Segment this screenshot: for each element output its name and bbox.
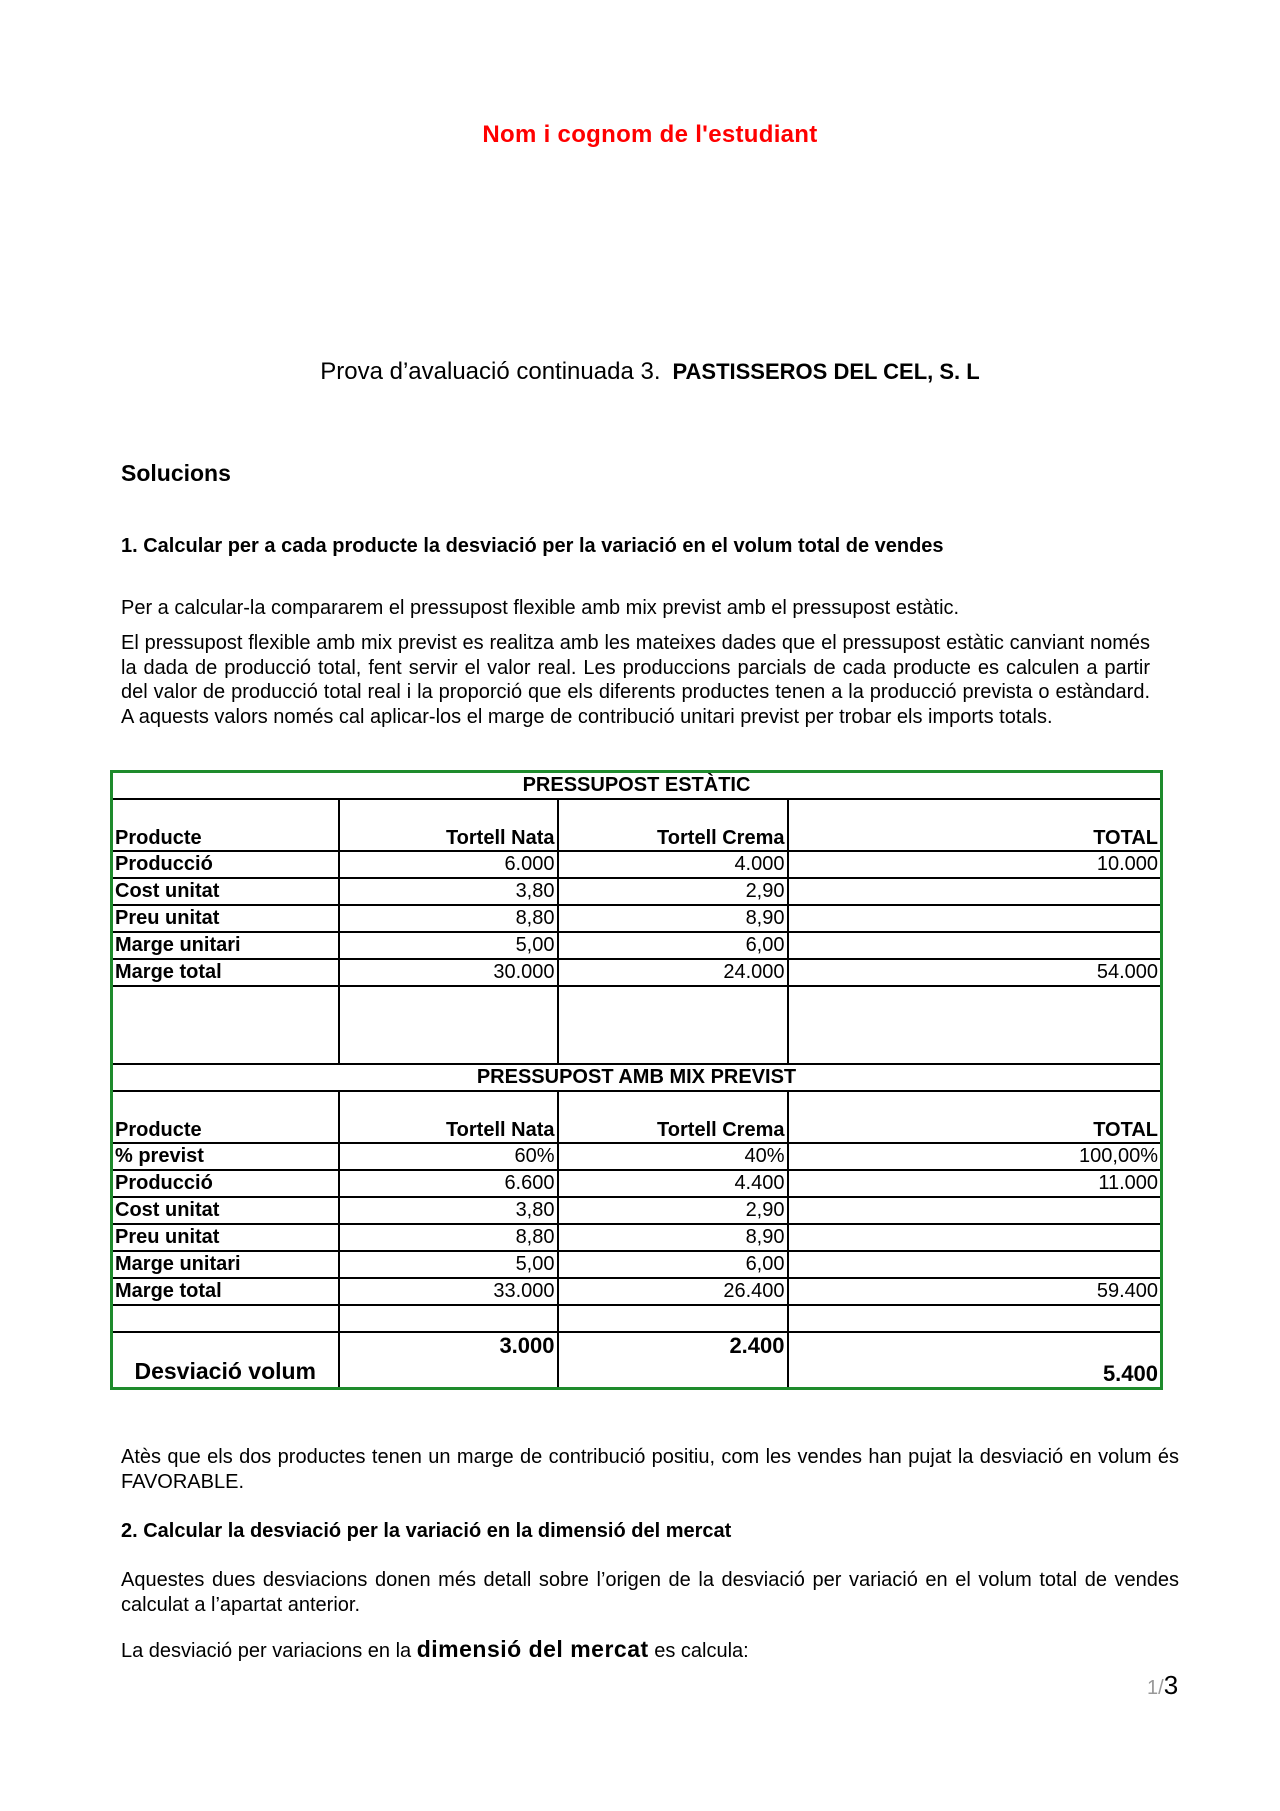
- empty-cell: [788, 1305, 1162, 1332]
- mix-title-row: [112, 1064, 1162, 1091]
- table-row: [112, 1251, 1162, 1278]
- col-header-tortell-nata: Tortell Nata: [339, 799, 558, 851]
- cell-nata: 3,80: [339, 878, 558, 905]
- table-row: [112, 959, 1162, 986]
- table-row: [112, 878, 1162, 905]
- row-label: Cost unitat: [112, 878, 339, 905]
- cell-nata: 60%: [339, 1143, 558, 1170]
- cell-total: [788, 1224, 1162, 1251]
- table-row: [112, 1197, 1162, 1224]
- title-assessment: Prova d’avaluació continuada 3.: [320, 358, 661, 385]
- empty-cell: [339, 986, 558, 1064]
- col-header-tortell-nata: Tortell Nata: [339, 1091, 558, 1143]
- empty-cell: [788, 986, 1162, 1064]
- deviation-nata: 3.000: [339, 1332, 558, 1389]
- question-1-heading: 1. Calcular per a cada producte la desviació per la variació en el volum total de vendes: [121, 535, 944, 557]
- budget-table: [110, 770, 1163, 1390]
- cell-total: [788, 1197, 1162, 1224]
- cell-nata: 33.000: [339, 1278, 558, 1305]
- empty-cell: [558, 1305, 788, 1332]
- empty-cell: [112, 1305, 339, 1332]
- document-title: [0, 358, 1280, 386]
- row-label: Preu unitat: [112, 905, 339, 932]
- cell-nata: 8,80: [339, 1224, 558, 1251]
- cell-crema: 2,90: [558, 1197, 788, 1224]
- deviation-label: Desviació volum: [112, 1332, 339, 1389]
- cell-total: 100,00%: [788, 1143, 1162, 1170]
- col-header-producte: Producte: [112, 799, 339, 851]
- cell-crema: 26.400: [558, 1278, 788, 1305]
- deviation-crema: 2.400: [558, 1332, 788, 1389]
- paragraph-market-dimension: [121, 1637, 1179, 1664]
- mix-column-headers: [112, 1091, 1162, 1143]
- cell-total: [788, 1251, 1162, 1278]
- cell-nata: 5,00: [339, 1251, 558, 1278]
- cell-crema: 40%: [558, 1143, 788, 1170]
- col-header-total: TOTAL: [788, 799, 1162, 851]
- cell-total: [788, 878, 1162, 905]
- deviation-total: 5.400: [788, 1332, 1162, 1389]
- paragraph-intro: Per a calcular-la compararem el pressupost flexible amb mix previst amb el pressupost estàtic.: [121, 597, 960, 619]
- cell-crema: 8,90: [558, 1224, 788, 1251]
- p5-text-after: es calcula:: [648, 1640, 749, 1662]
- row-label: Marge total: [112, 959, 339, 986]
- cell-total: 59.400: [788, 1278, 1162, 1305]
- cell-total: [788, 932, 1162, 959]
- cell-crema: 4.000: [558, 851, 788, 878]
- cell-nata: 6.600: [339, 1170, 558, 1197]
- table-row: [112, 1224, 1162, 1251]
- blank-row: [112, 1305, 1162, 1332]
- cell-nata: 8,80: [339, 905, 558, 932]
- col-header-tortell-crema: Tortell Crema: [558, 1091, 788, 1143]
- mix-budget-title: PRESSUPOST AMB MIX PREVIST: [112, 1064, 1162, 1091]
- table-row: [112, 851, 1162, 878]
- budget-spreadsheet: [110, 770, 1160, 1420]
- row-label: Preu unitat: [112, 1224, 339, 1251]
- cell-crema: 24.000: [558, 959, 788, 986]
- empty-cell: [112, 986, 339, 1064]
- cell-nata: 3,80: [339, 1197, 558, 1224]
- static-column-headers: [112, 799, 1162, 851]
- paragraph-detail: Aquestes dues desviacions donen més detall sobre l’origen de la desviació per variació en el volum total de vendes calculat a l’apartat anterior.: [121, 1569, 1179, 1616]
- student-name-placeholder: Nom i cognom de l'estudiant: [482, 121, 818, 148]
- cell-total: 10.000: [788, 851, 1162, 878]
- static-budget-title: PRESSUPOST ESTÀTIC: [112, 772, 1162, 800]
- table-row: [112, 905, 1162, 932]
- page-number: [1147, 1670, 1178, 1701]
- table-row: [112, 932, 1162, 959]
- deviation-row: [112, 1332, 1162, 1389]
- table-row: [112, 1278, 1162, 1305]
- row-label: % previst: [112, 1143, 339, 1170]
- row-label: Cost unitat: [112, 1197, 339, 1224]
- row-label: Marge unitari: [112, 932, 339, 959]
- empty-cell: [558, 986, 788, 1064]
- cell-total: 54.000: [788, 959, 1162, 986]
- cell-nata: 6.000: [339, 851, 558, 878]
- title-company: PASTISSEROS DEL CEL, S. L: [672, 359, 980, 384]
- p5-emphasis: dimensió del mercat: [416, 1636, 649, 1662]
- section-heading-solucions: Solucions: [121, 460, 231, 486]
- cell-crema: 8,90: [558, 905, 788, 932]
- row-label: Marge unitari: [112, 1251, 339, 1278]
- col-header-total: TOTAL: [788, 1091, 1162, 1143]
- paragraph-conclusion: Atès que els dos productes tenen un marge de contribució positiu, com les vendes han pujat la desviació en volum és FAVORABLE.: [121, 1446, 1179, 1493]
- page-total: 3: [1163, 1670, 1179, 1700]
- row-label: Producció: [112, 1170, 339, 1197]
- page-current: 1: [1147, 1677, 1159, 1699]
- cell-total: [788, 905, 1162, 932]
- cell-crema: 6,00: [558, 1251, 788, 1278]
- page-separator: /: [1158, 1677, 1164, 1699]
- table-row: [112, 1170, 1162, 1197]
- static-title-row: [112, 772, 1162, 800]
- cell-crema: 4.400: [558, 1170, 788, 1197]
- cell-nata: 5,00: [339, 932, 558, 959]
- row-label: Marge total: [112, 1278, 339, 1305]
- empty-cell: [339, 1305, 558, 1332]
- cell-crema: 6,00: [558, 932, 788, 959]
- col-header-producte: Producte: [112, 1091, 339, 1143]
- cell-total: 11.000: [788, 1170, 1162, 1197]
- col-header-tortell-crema: Tortell Crema: [558, 799, 788, 851]
- cell-crema: 2,90: [558, 878, 788, 905]
- p5-text-before: La desviació per variacions en la: [121, 1640, 417, 1662]
- row-label: Producció: [112, 851, 339, 878]
- table-row: [112, 1143, 1162, 1170]
- cell-nata: 30.000: [339, 959, 558, 986]
- paragraph-explanation: El pressupost flexible amb mix previst es realitza amb les mateixes dades que el pressupost estàtic canviant només la dada de producció total, fent servir el valor real. Les produccions parcials de cada producte es calculen a partir del valor de producció total real i la proporció que els diferents productes tenen a la producció prevista o estàndard. A aquests valors només cal aplicar-los el marge de contribució unitari previst per trobar els imports totals.: [121, 632, 1150, 728]
- question-2-heading: 2. Calcular la desviació per la variació en la dimensió del mercat: [121, 1520, 732, 1542]
- spacer-row: [112, 986, 1162, 1064]
